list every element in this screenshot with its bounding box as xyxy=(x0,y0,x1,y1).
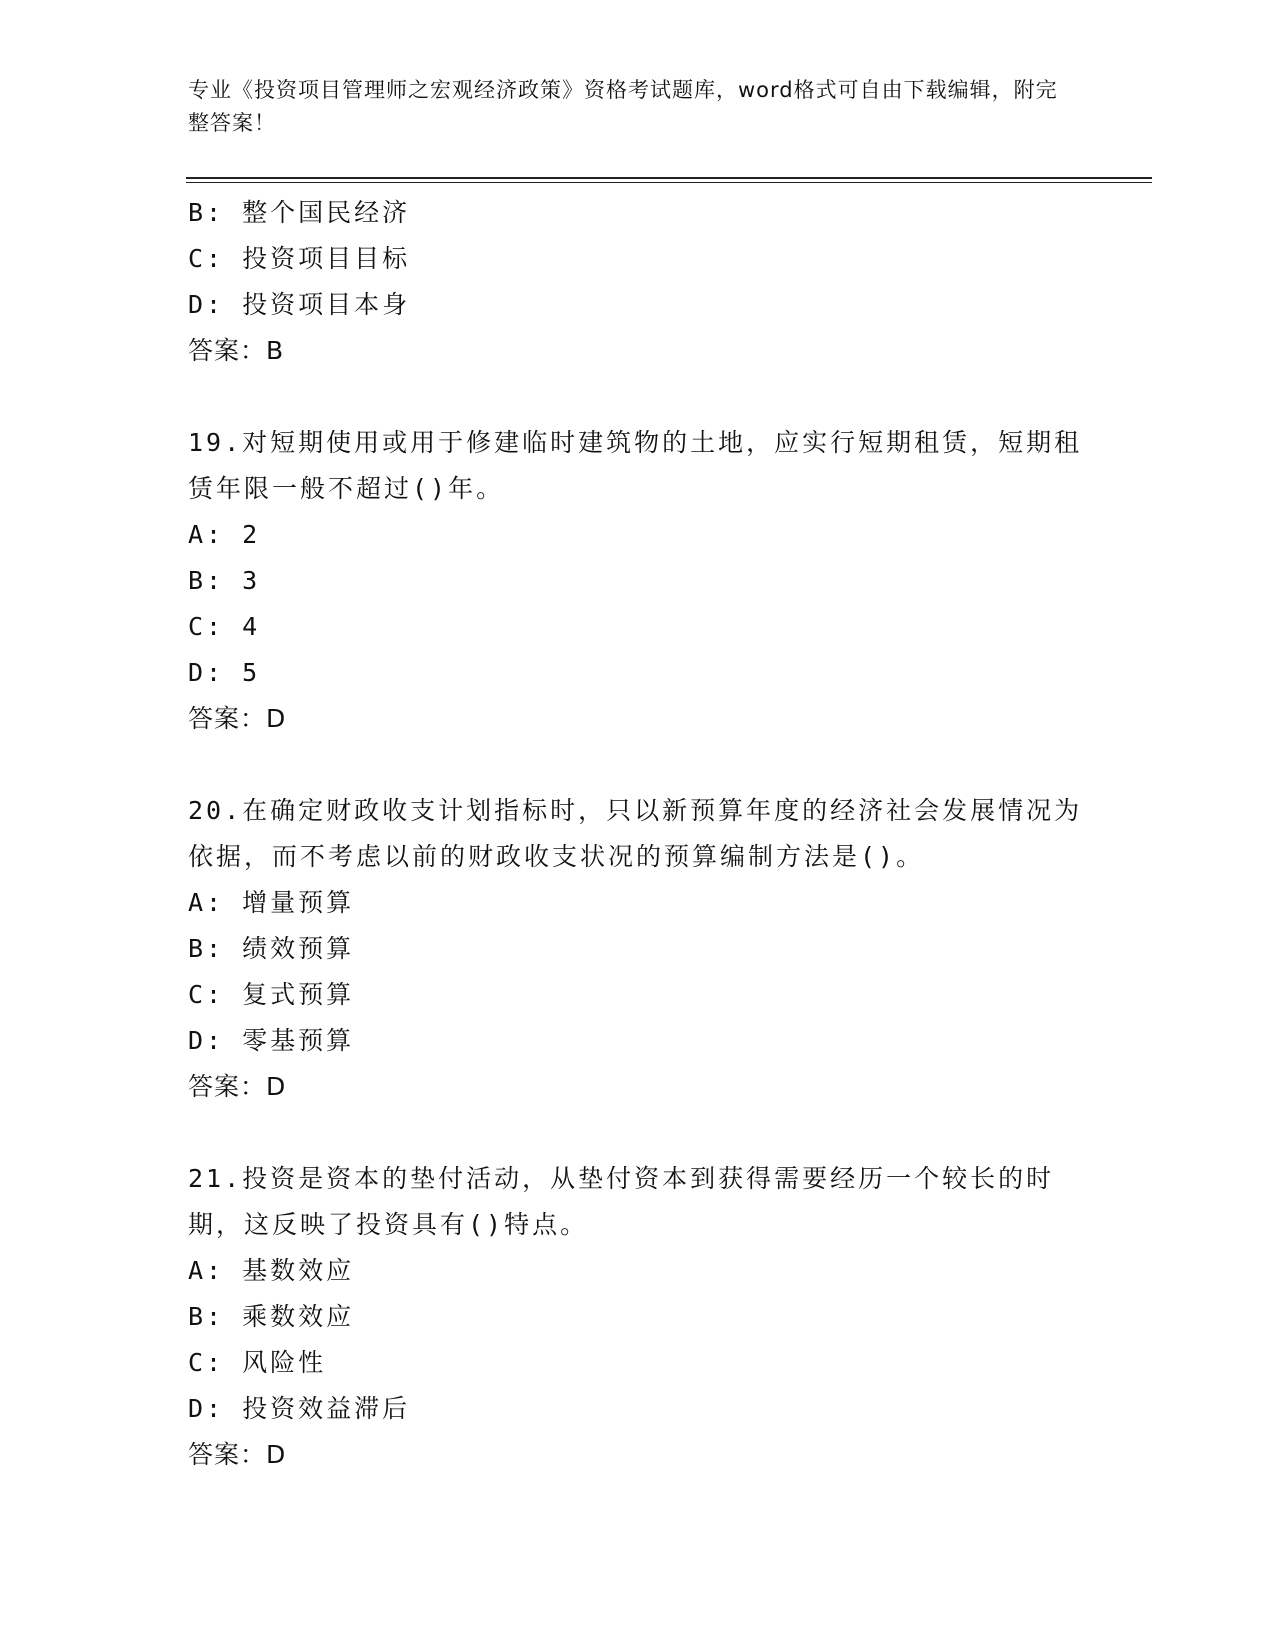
answer: 答案：B xyxy=(188,336,285,365)
option: A: 基数效应 xyxy=(188,1256,355,1285)
option: B: 绩效预算 xyxy=(188,934,355,963)
header-rule-thin xyxy=(186,182,1152,183)
option: D: 投资效益滞后 xyxy=(188,1394,411,1423)
question-list xyxy=(188,190,1088,1478)
option: B: 乘数效应 xyxy=(188,1302,355,1331)
option: A: 增量预算 xyxy=(188,888,355,917)
question-18-tail xyxy=(188,190,1088,374)
option: D: 5 xyxy=(188,658,261,687)
question-text: 20.在确定财政收支计划指标时，只以新预算年度的经济社会发展情况为依据，而不考虑以前的财政收支状况的预算编制方法是()。 xyxy=(188,796,1083,871)
option: B: 3 xyxy=(188,566,261,595)
answer: 答案：D xyxy=(188,704,287,733)
option: C: 风险性 xyxy=(188,1348,327,1377)
question-text: 19.对短期使用或用于修建临时建筑物的土地，应实行短期租赁，短期租赁年限一般不超过()年。 xyxy=(188,428,1083,503)
question-20 xyxy=(188,788,1088,1110)
question-19 xyxy=(188,420,1088,742)
option: C: 4 xyxy=(188,612,261,641)
option: D: 零基预算 xyxy=(188,1026,355,1055)
document-header: 专业《投资项目管理师之宏观经济政策》资格考试题库，word格式可自由下载编辑，附完整答案！ xyxy=(188,78,1058,135)
option: D: 投资项目本身 xyxy=(188,290,411,319)
answer: 答案：D xyxy=(188,1072,287,1101)
option: C: 投资项目目标 xyxy=(188,244,411,273)
header-rule-thick xyxy=(186,177,1152,179)
question-text: 21.投资是资本的垫付活动，从垫付资本到获得需要经历一个较长的时期，这反映了投资具有()特点。 xyxy=(188,1164,1055,1239)
answer: 答案：D xyxy=(188,1440,287,1469)
question-21 xyxy=(188,1156,1088,1478)
option: B: 整个国民经济 xyxy=(188,198,411,227)
option: C: 复式预算 xyxy=(188,980,355,1009)
option: A: 2 xyxy=(188,520,261,549)
